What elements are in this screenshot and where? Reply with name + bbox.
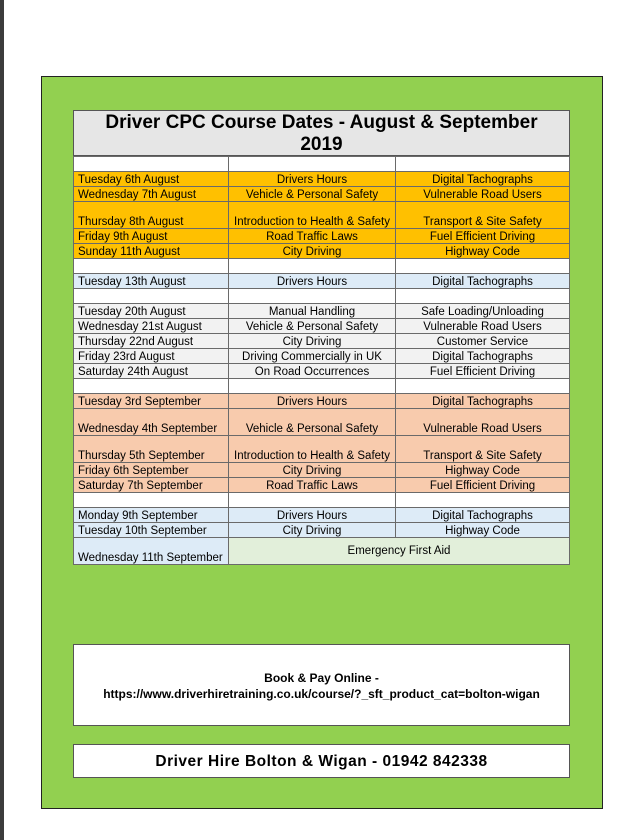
date-cell: Thursday 22nd August — [74, 334, 229, 349]
course-cell: Road Traffic Laws — [229, 478, 396, 493]
table-row — [74, 463, 570, 478]
date-cell: Thursday 5th September — [74, 436, 229, 463]
table-row — [74, 538, 570, 565]
date-cell: Wednesday 7th August — [74, 187, 229, 202]
booking-heading: Book & Pay Online - — [264, 671, 379, 685]
window-edge — [0, 0, 4, 840]
course-cell: Transport & Site Safety — [396, 436, 570, 463]
date-cell: Wednesday 4th September — [74, 409, 229, 436]
course-cell: Introduction to Health & Safety — [229, 436, 396, 463]
table-row — [74, 172, 570, 187]
course-cell: Drivers Hours — [229, 172, 396, 187]
course-cell: Highway Code — [396, 523, 570, 538]
table-row — [74, 202, 570, 229]
course-cell-merged: Emergency First Aid — [229, 538, 570, 565]
date-cell: Saturday 24th August — [74, 364, 229, 379]
spacer-row — [74, 259, 570, 274]
table-row — [74, 187, 570, 202]
date-cell: Friday 23rd August — [74, 349, 229, 364]
table-row — [74, 244, 570, 259]
booking-box — [73, 644, 570, 726]
table-row — [74, 349, 570, 364]
date-cell: Saturday 7th September — [74, 478, 229, 493]
booking-url[interactable]: https://www.driverhiretraining.co.uk/course/?_sft_product_cat=bolton-wigan — [103, 687, 540, 701]
course-cell: Fuel Efficient Driving — [396, 478, 570, 493]
course-cell: City Driving — [229, 463, 396, 478]
date-cell: Tuesday 10th September — [74, 523, 229, 538]
spacer-row — [74, 493, 570, 508]
course-cell: Vulnerable Road Users — [396, 409, 570, 436]
table-row — [74, 409, 570, 436]
table-row — [74, 304, 570, 319]
page-title — [73, 110, 570, 156]
course-cell: Vehicle & Personal Safety — [229, 319, 396, 334]
date-cell: Tuesday 20th August — [74, 304, 229, 319]
course-cell: City Driving — [229, 523, 396, 538]
table-row — [74, 334, 570, 349]
table-row — [74, 274, 570, 289]
course-cell: Vehicle & Personal Safety — [229, 187, 396, 202]
course-schedule-table — [73, 156, 570, 565]
course-cell: Safe Loading/Unloading — [396, 304, 570, 319]
table-row — [74, 523, 570, 538]
course-cell: Digital Tachographs — [396, 172, 570, 187]
course-cell: Drivers Hours — [229, 394, 396, 409]
course-cell: Customer Service — [396, 334, 570, 349]
course-cell: Drivers Hours — [229, 508, 396, 523]
table-row — [74, 508, 570, 523]
table-row — [74, 436, 570, 463]
contact-line: Driver Hire Bolton & Wigan - 01942 842338 — [73, 744, 570, 778]
course-cell: Highway Code — [396, 463, 570, 478]
date-cell: Sunday 11th August — [74, 244, 229, 259]
table-row — [74, 319, 570, 334]
course-cell: Digital Tachographs — [396, 508, 570, 523]
date-cell: Tuesday 3rd September — [74, 394, 229, 409]
course-cell: Digital Tachographs — [396, 274, 570, 289]
course-cell: Introduction to Health & Safety — [229, 202, 396, 229]
date-cell: Wednesday 11th September — [74, 538, 229, 565]
date-cell: Friday 6th September — [74, 463, 229, 478]
table-row — [74, 394, 570, 409]
date-cell: Friday 9th August — [74, 229, 229, 244]
spacer-row — [74, 157, 570, 172]
table-row — [74, 229, 570, 244]
course-cell: Digital Tachographs — [396, 349, 570, 364]
course-cell: Digital Tachographs — [396, 394, 570, 409]
course-cell: Drivers Hours — [229, 274, 396, 289]
date-cell: Thursday 8th August — [74, 202, 229, 229]
course-cell: Transport & Site Safety — [396, 202, 570, 229]
course-cell: Vehicle & Personal Safety — [229, 409, 396, 436]
course-cell: City Driving — [229, 244, 396, 259]
date-cell: Tuesday 6th August — [74, 172, 229, 187]
course-cell: City Driving — [229, 334, 396, 349]
date-cell: Tuesday 13th August — [74, 274, 229, 289]
course-cell: On Road Occurrences — [229, 364, 396, 379]
title-line-1: Driver CPC Course Dates - August & September — [105, 112, 538, 133]
table-row — [74, 364, 570, 379]
title-line-2: 2019 — [300, 134, 343, 155]
course-cell: Vulnerable Road Users — [396, 319, 570, 334]
spacer-row — [74, 379, 570, 394]
course-cell: Driving Commercially in UK — [229, 349, 396, 364]
course-cell: Fuel Efficient Driving — [396, 364, 570, 379]
spacer-row — [74, 289, 570, 304]
date-cell: Wednesday 21st August — [74, 319, 229, 334]
course-cell: Vulnerable Road Users — [396, 187, 570, 202]
course-cell: Road Traffic Laws — [229, 229, 396, 244]
course-cell: Manual Handling — [229, 304, 396, 319]
date-cell: Monday 9th September — [74, 508, 229, 523]
table-row — [74, 478, 570, 493]
course-cell: Highway Code — [396, 244, 570, 259]
course-cell: Fuel Efficient Driving — [396, 229, 570, 244]
